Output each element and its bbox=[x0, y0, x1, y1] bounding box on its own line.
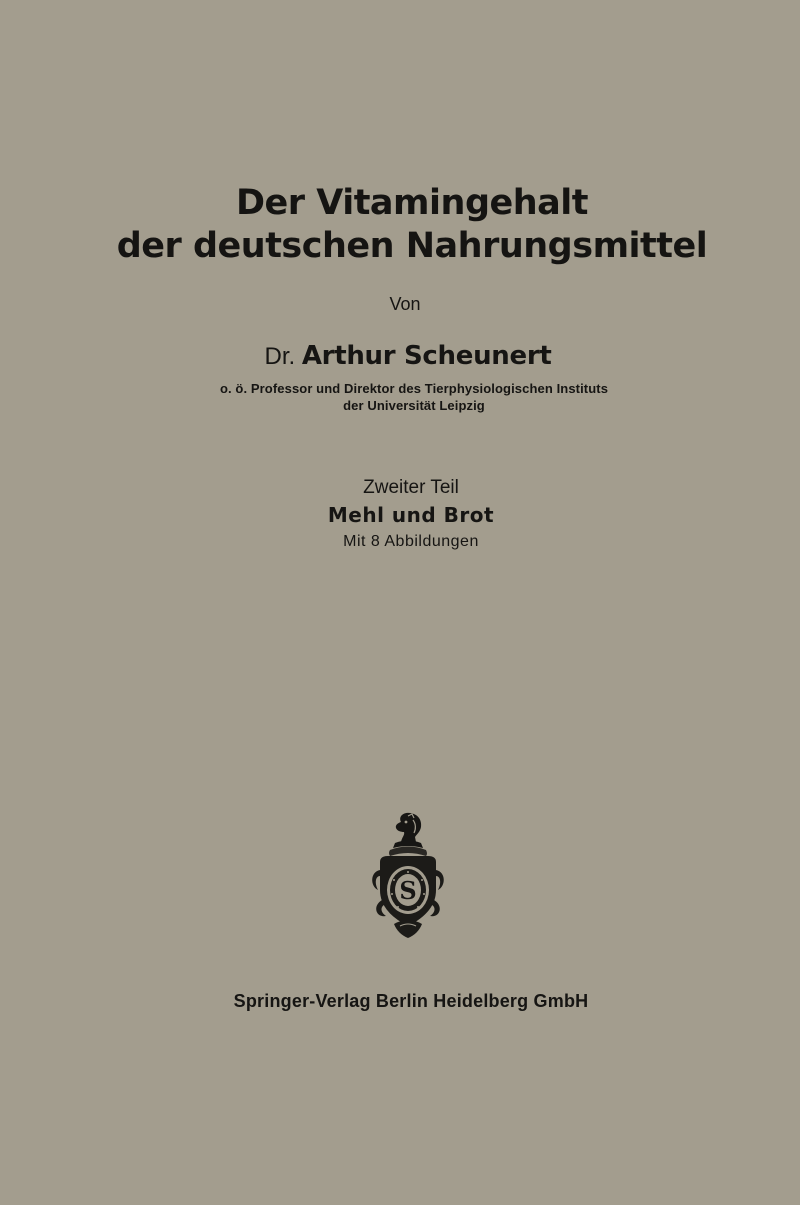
part-label: Zweiter Teil bbox=[363, 477, 459, 498]
book-subtitle: Mehl und Brot bbox=[327, 503, 495, 527]
springer-knight-emblem-icon bbox=[368, 810, 448, 942]
publisher-name: Springer-Verlag Berlin Heidelberg GmbH bbox=[233, 991, 589, 1011]
logo-letter: S bbox=[399, 876, 417, 905]
book-title-line-1: Der Vitamingehalt bbox=[236, 183, 588, 223]
author-line bbox=[8, 341, 800, 371]
author-prefix: Dr. bbox=[264, 343, 296, 370]
author-affiliation-line-2: der Universität Leipzig bbox=[343, 398, 485, 413]
illustrations-note: Mit 8 Abbildungen bbox=[343, 533, 479, 550]
book-title-line-2: der deutschen Nahrungsmittel bbox=[116, 226, 708, 266]
author-name: Arthur Scheunert bbox=[301, 341, 552, 371]
author-affiliation-line-1: o. ö. Professor und Direktor des Tierphysiologischen Instituts bbox=[219, 381, 609, 396]
by-label: Von bbox=[389, 294, 421, 314]
